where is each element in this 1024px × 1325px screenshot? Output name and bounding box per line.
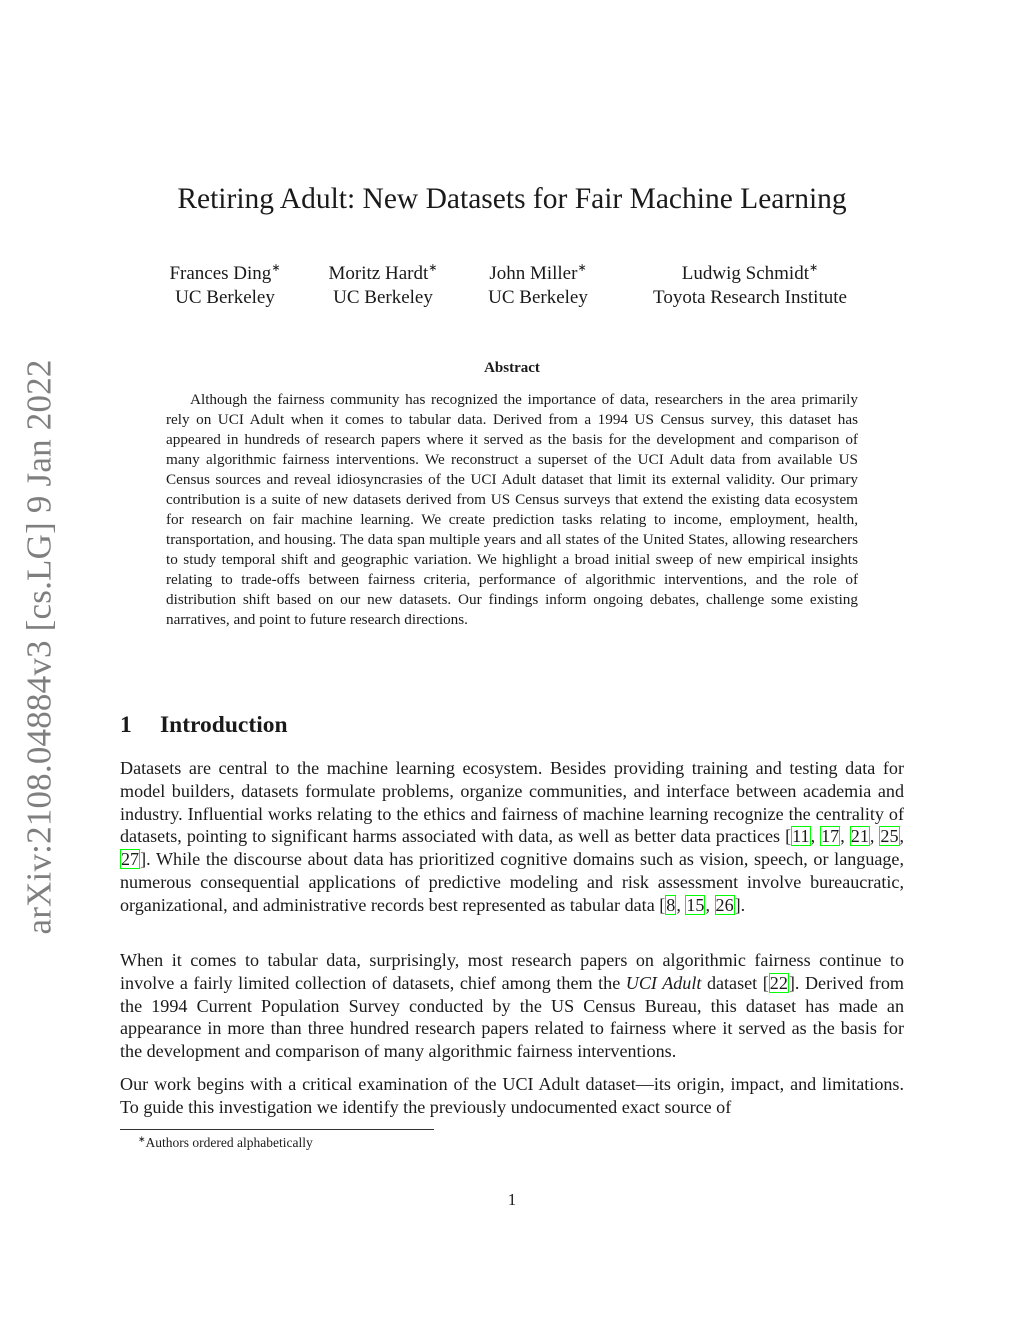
author-1 [160, 256, 290, 310]
paragraph-text: ]. Derived from the 1994 Current Population Survey conducted by the US Census Bureau, this dataset has made an appearance in more than three hundred research papers related to fairness where it served as the basis for the development and comparison of many algorithmic fairness interventions. [120, 972, 904, 1062]
footnote-rule [120, 1129, 434, 1130]
citation-link[interactable]: 15 [686, 894, 705, 915]
footnote [138, 1134, 313, 1151]
section-heading [120, 712, 288, 739]
paragraph-text: ]. While the discourse about data has prioritized cognitive domains such as vision, speech, or language, numerous consequential applications of predictive modeling and risk assessment involve bureaucratic, organizational, and administrative records best represented as tabular data [ [120, 849, 904, 915]
author-3 [476, 256, 600, 310]
citation-link[interactable]: 11 [792, 826, 810, 847]
footnote-mark: ∗ [138, 1134, 146, 1144]
author-mark: ∗ [808, 262, 819, 274]
author-mark: ∗ [271, 262, 281, 274]
author-2 [318, 256, 448, 310]
author-name: Frances Ding [169, 263, 272, 284]
citation-link[interactable]: 8 [666, 894, 676, 915]
abstract-text: Although the fairness community has recognized the importance of data, researchers in the area primarily rely on UCI Adult when it comes to tabular data. Derived from a 1994 US Census survey, this dataset has appeared in hundreds of research papers where it served as the basis for the development and comparison of many algorithmic fairness interventions. We reconstruct a superset of the UCI Adult data from available US Census sources and reveal idiosyncrasies of the UCI Adult dataset that limit its external validity. Our primary contribution is a suite of new datasets derived from US Census surveys that extend the existing data ecosystem for research on fair machine learning. We create prediction tasks relating to income, employment, health, transportation, and housing. The data span multiple years and all states of the United States, allowing researchers to study temporal shift and geographic variation. We highlight a broad initial sweep of new empirical insights relating to trade-offs between fairness criteria, performance of algorithmic interventions, and the role of distribution shift based on our new datasets. Our findings inform ongoing debates, challenge some existing narratives, and point to future research directions. [166, 391, 858, 628]
paragraph-text: ]. [734, 894, 746, 915]
paragraph-text: When it comes to tabular data, surprisingly, most research papers on algorithmic fairness continue to involve a fairly limited collection of datasets, chief among them the [120, 950, 904, 993]
author-4 [634, 256, 866, 310]
citation-link[interactable]: 26 [715, 894, 734, 915]
footnote-text: Authors ordered alphabetically [145, 1135, 313, 1150]
section-number: 1 [120, 712, 132, 738]
citation-link[interactable]: 21 [850, 826, 869, 847]
citation-link[interactable]: 22 [769, 972, 788, 993]
page-number: 1 [507, 1190, 517, 1209]
author-name: Moritz Hardt [328, 263, 429, 284]
paper-title: Retiring Adult: New Datasets for Fair Machine Learning [177, 183, 847, 215]
author-affiliation: UC Berkeley [333, 287, 433, 308]
intro-paragraph-3 [120, 1073, 904, 1119]
arxiv-stamp [16, 359, 64, 935]
citation-link[interactable]: 25 [880, 826, 899, 847]
arxiv-stamp-text: arXiv:2108.04884v3 [cs.LG] 9 Jan 2022 [20, 359, 59, 935]
section-title: Introduction [160, 712, 288, 738]
citation-link[interactable]: 17 [821, 826, 840, 847]
author-affiliation: UC Berkeley [175, 287, 275, 308]
author-affiliation: UC Berkeley [488, 287, 588, 308]
paragraph-text: dataset [ [701, 972, 769, 993]
author-affiliation: Toyota Research Institute [653, 287, 847, 308]
citation-link[interactable]: 27 [121, 849, 140, 870]
paragraph-text: Our work begins with a critical examination of the UCI Adult dataset—its origin, impact, and limitations. To guide this investigation we identify the previously undocumented exact source of [120, 1074, 904, 1117]
dataset-name: UCI Adult [625, 972, 702, 993]
intro-paragraph-2 [120, 949, 904, 1063]
intro-paragraph-1: Datasets are central to the machine learning ecosystem. Besides providing training and testing data for model builders, datasets formulate problems, organize communities, and interface between academia and industry. Influential works relating to the ethics and fairness of machine learning recognize the centrality of datasets, pointing to significant harms associated with data, as well as better data practices [11, 17, 21, 25, 27]. While the discourse about data has prioritized cognitive domains such as vision, speech, or language, numerous consequential applications of predictive modeling and risk assessment involve bureaucratic, organizational, and administrative records best represented as tabular data [8, 15, 26]. [120, 758, 905, 915]
author-name: Ludwig Schmidt [681, 263, 809, 284]
author-name: John Miller [489, 263, 578, 284]
author-mark: ∗ [577, 262, 587, 274]
author-mark: ∗ [428, 262, 438, 274]
abstract-heading: Abstract [484, 360, 540, 376]
paragraph-text: Datasets are central to the machine learning ecosystem. Besides providing training and testing data for model builders, datasets formulate problems, organize communities, and interface between academia and industry. Influential works relating to the ethics and fairness of machine learning recognize the centrality of datasets, pointing to significant harms associated with data, as well as better data practices [ [120, 758, 904, 847]
